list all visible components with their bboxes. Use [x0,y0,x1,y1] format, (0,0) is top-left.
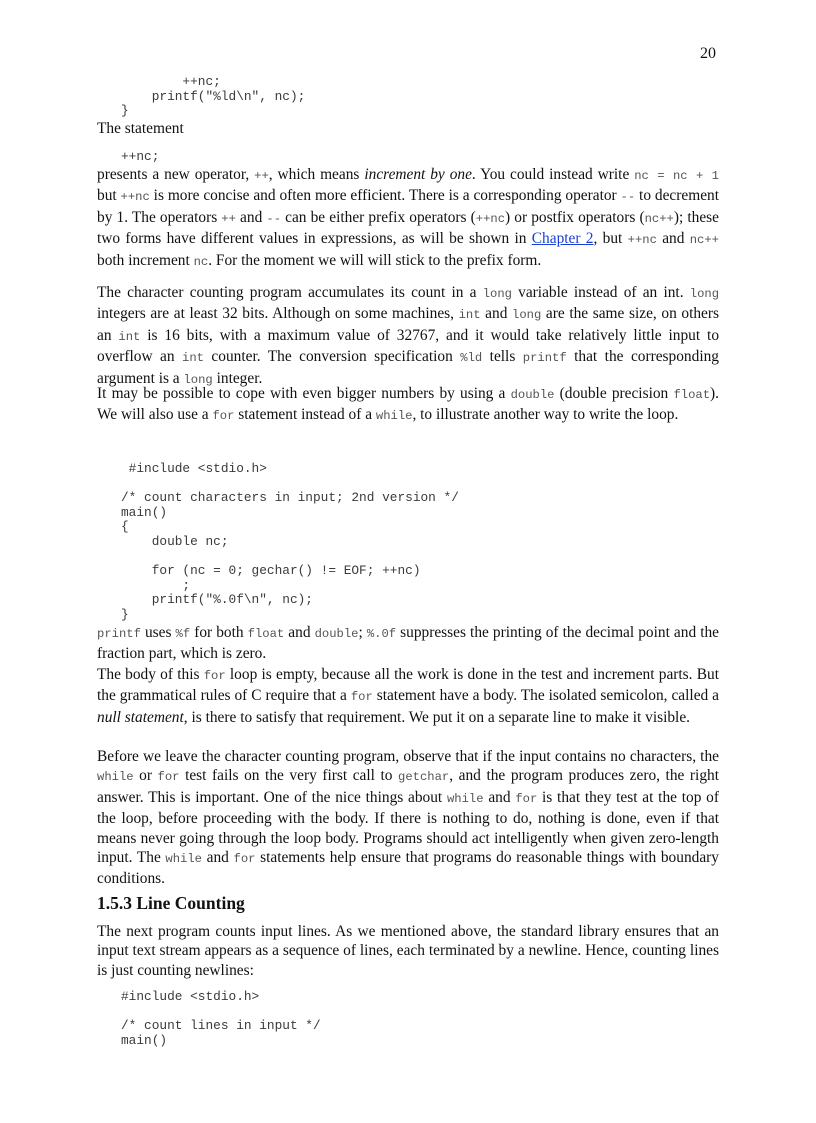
paragraph-body: The body of this for loop is empty, because all the work is done in the test and increment parts. But the grammatical rules of C require that a for statement have a body. The isolated semicolon, called a null statement, is there to satisfy that requirement. We put it on a separate line to make it visible. [97,666,719,726]
paragraph-double: It may be possible to cope with even bigger numbers by using a double (double precision float). We will also use a for statement instead of a while, to illustrate another way to write the loop. [97,385,719,424]
paragraph: The statement [97,120,184,137]
chapter-2-link[interactable]: Chapter 2 [531,230,594,248]
code-block: #include <stdio.h> /* count lines in input */ main() [121,989,321,1048]
paragraph-before: Before we leave the character counting program, observe that if the input contains no characters, the while or for test fails on the very first call to getchar, and the program produces zero, the right answer. This is important. One of the nice things about while and for is that they test at the top of the loop, before proceeding with the body. If there is nothing to do, nothing is done, even if that means never going through the loop body. Programs should act intelligently when given zero-length input. The while and for statements help ensure that programs do reasonable things with boundary conditions. [97,748,719,888]
code-block: ++nc; printf("%ld\n", nc); } [121,74,306,119]
paragraph-increment: presents a new operator, ++, which means increment by one. You could instead write nc = nc + 1 but ++nc is more concise and often more efficient. There is a corresponding operator -- to decrement by 1. The operators ++ and -- can be either prefix operators (++nc) or postfix operators (nc++); these two forms have different values in expressions, as will be shown in Chapter 2, but ++nc and nc++ both increment nc. For the moment we will will stick to the prefix form. [97,166,719,269]
paragraph-printf: printf uses %f for both float and double; %.0f suppresses the printing of the decimal point and the fraction part, which is zero. [97,624,720,663]
page-number: 20 [700,45,716,62]
paragraph-long: The character counting program accumulates its count in a long variable instead of an int. long integers are at least 32 bits. Although on some machines, int and long are the same size, on others an int is 16 bits, with a maximum value of 32767, and it would take relatively little input to overflow an int counter. The conversion specification %ld tells printf that the corresponding argument is a long integer. [97,284,720,387]
code-block: #include <stdio.h> /* count characters in input; 2nd version */ main() { double nc; for (nc = 0; gechar() != EOF; ++nc) ; printf("%.0f\n", nc); } [121,461,459,622]
paragraph-line-counting: The next program counts input lines. As we mentioned above, the standard library ensures that an input text stream appears as a sequence of lines, each terminated by a newline. Hence, counting lines is just counting newlines: [97,923,719,979]
section-heading: 1.5.3 Line Counting [97,893,245,913]
code-block: ++nc; [121,149,160,164]
